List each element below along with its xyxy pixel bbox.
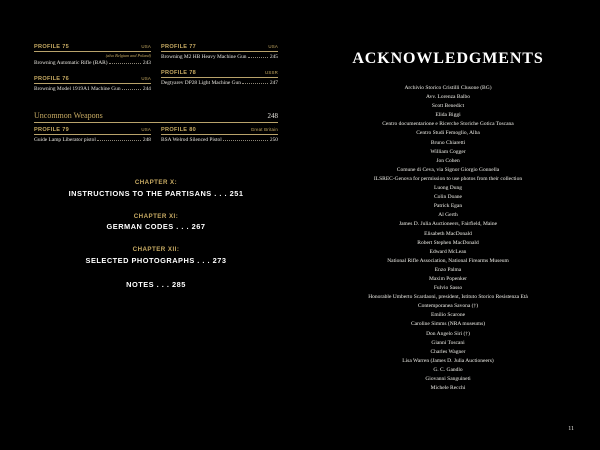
profile-column-left (34, 44, 151, 103)
profile-entry-title: Degtyarev DP28 Light Machine Gun (161, 80, 241, 87)
profile-block[interactable] (161, 70, 278, 87)
profile-grid-uncommon (34, 127, 278, 153)
chapter-entry[interactable] (34, 213, 278, 232)
profile-label: PROFILE 75 (34, 44, 70, 50)
list-item: Maxim Popenker (428, 275, 468, 282)
profile-label: PROFILE 79 (34, 126, 70, 133)
section-divider (34, 122, 278, 123)
list-item: Lisa Warren (James D. Julia Auctioneers) (402, 357, 494, 364)
list-item: Elisabeth MacDonald (424, 230, 472, 237)
profile-entry[interactable] (161, 80, 278, 87)
leader-dots (242, 83, 268, 84)
profile-country: USA (268, 44, 278, 49)
profile-entry[interactable] (34, 60, 151, 67)
uncommon-weapons-title: Uncommon Weapons (34, 110, 103, 120)
list-item: William Cogger (430, 148, 466, 155)
profile-entry[interactable] (161, 137, 278, 144)
acknowledgments-list (322, 84, 574, 393)
list-item: Scott Benedict (431, 103, 465, 110)
profile-entry-title: Browning Model 1919A1 Machine Gun (34, 86, 121, 93)
profile-header (161, 44, 278, 52)
profile-entry-page: 248 (142, 136, 151, 143)
chapter-name: SELECTED PHOTOGRAPHS . . . 273 (85, 255, 227, 265)
list-item: Don Angelo Siri (†) (426, 330, 470, 337)
profile-label: PROFILE 78 (161, 70, 197, 77)
right-page (300, 0, 600, 450)
profile-entry[interactable] (34, 137, 151, 144)
profile-header (34, 76, 151, 84)
list-item: Comune di Ceva, via Signor Giorgio Gonnella (396, 166, 500, 173)
profile-header (34, 127, 151, 135)
profile-entry-title: BSA Welrod Silenced Pistol (161, 136, 222, 143)
profile-header (161, 127, 278, 135)
leader-dots (97, 140, 141, 141)
list-item: Centro Studi Femoglio, Alba (416, 130, 480, 137)
list-item: Centro documentarione e Ricerche Storiche Gotica Toscana (382, 121, 514, 128)
list-item: Elida Biggi (435, 112, 461, 119)
list-item: Robert Stephen MacDonald (417, 239, 479, 246)
chapter-entry[interactable] (34, 179, 278, 198)
uncommon-weapons-heading[interactable] (34, 111, 278, 120)
profile-entry-title: Browning M2 HB Heavy Machine Gun (161, 54, 247, 60)
chapter-kicker: CHAPTER X: (134, 179, 178, 187)
profile-column-left (34, 127, 151, 153)
profile-entry-page: 247 (269, 80, 278, 87)
profile-block[interactable] (161, 44, 278, 61)
list-item: Michele Recchi (430, 385, 466, 392)
list-item: Luong Dung (434, 185, 462, 192)
chapter-list (34, 179, 278, 289)
profile-block[interactable] (161, 127, 278, 144)
list-item: Avv. Lorenza Balbo (426, 94, 470, 101)
list-item: James D. Julia Auctioneers, Fairfield, Maine (398, 221, 498, 228)
profile-header (161, 70, 278, 78)
profile-entry[interactable] (161, 54, 278, 61)
chapter-kicker: CHAPTER XII: (132, 246, 180, 254)
uncommon-weapons-page: 248 (267, 111, 278, 120)
profile-country: USA (141, 76, 151, 82)
list-item: Bruno Chiaretti (430, 139, 466, 146)
page-number: 11 (568, 426, 574, 432)
profile-country: Great Britain (250, 126, 278, 132)
profile-entry-page: 245 (269, 54, 278, 60)
leader-dots (109, 63, 141, 64)
leader-dots (122, 89, 141, 90)
list-item: Fulvio Sasso (433, 285, 463, 292)
list-item: Al Gerth (438, 212, 458, 219)
profile-entry-page: 243 (142, 60, 151, 66)
profile-block[interactable] (34, 127, 151, 144)
list-item: Archivio Storico Cristilli Clusone (BG) (404, 85, 492, 91)
profile-country: USSR (265, 70, 278, 76)
profile-label: PROFILE 76 (34, 76, 70, 83)
list-item: Honorable Umberto Scardaoni, president, Istituto Storico Resistenza Età (368, 294, 528, 301)
notes-entry[interactable]: NOTES . . . 285 (126, 279, 186, 289)
profile-header (34, 44, 151, 52)
chapter-entry[interactable] (34, 246, 278, 265)
list-item: Patrick Egan (433, 203, 463, 210)
list-item: National Rifle Association, National Firearms Museum (387, 257, 509, 264)
list-item: ILSREC-Genova for permission to use photos from their collection (373, 175, 523, 182)
list-item: Giovanni Sanguineti (425, 376, 471, 382)
list-item: Enzo Palma (434, 266, 462, 273)
list-item: Edward McLean (429, 248, 467, 255)
list-item: Caroline Simms (NRA museums) (410, 321, 486, 328)
chapter-kicker: CHAPTER XI: (133, 212, 179, 220)
list-item: Charles Wagner (430, 348, 466, 355)
list-item: Contemporanea Savona (†) (417, 303, 479, 310)
leader-dots (248, 57, 268, 58)
profile-column-right (161, 127, 278, 153)
list-item: Jon Cohen (436, 157, 460, 164)
profile-subnote: (also Belgium and Poland) (105, 53, 151, 58)
profile-entry-title: Guide Lamp Liberator pistol (34, 136, 96, 143)
profile-entry-page: 250 (269, 136, 278, 143)
profile-country: USA (141, 126, 151, 132)
profile-entry-page: 244 (142, 86, 151, 93)
list-item: G. C. Gandlo (433, 366, 463, 373)
profile-grid-top (34, 44, 278, 103)
profile-block[interactable] (34, 44, 151, 67)
profile-block[interactable] (34, 76, 151, 93)
profile-country: USA (141, 44, 151, 49)
list-item: Colin Doane (434, 194, 462, 201)
list-item: Emilio Scarone (430, 312, 466, 319)
list-item: Gianni Toscani (431, 339, 465, 346)
profile-entry[interactable] (34, 86, 151, 93)
profile-label: PROFILE 80 (161, 126, 197, 133)
chapter-name: INSTRUCTIONS TO THE PARTISANS . . . 251 (68, 188, 244, 198)
profile-label: PROFILE 77 (161, 44, 197, 50)
chapter-name: GERMAN CODES . . . 267 (106, 222, 206, 232)
profile-entry-title: Browning Automatic Rifle (BAR) (34, 60, 108, 66)
profile-column-right (161, 44, 278, 103)
leader-dots (223, 140, 268, 141)
page-title: ACKNOWLEDGMENTS (352, 50, 544, 67)
